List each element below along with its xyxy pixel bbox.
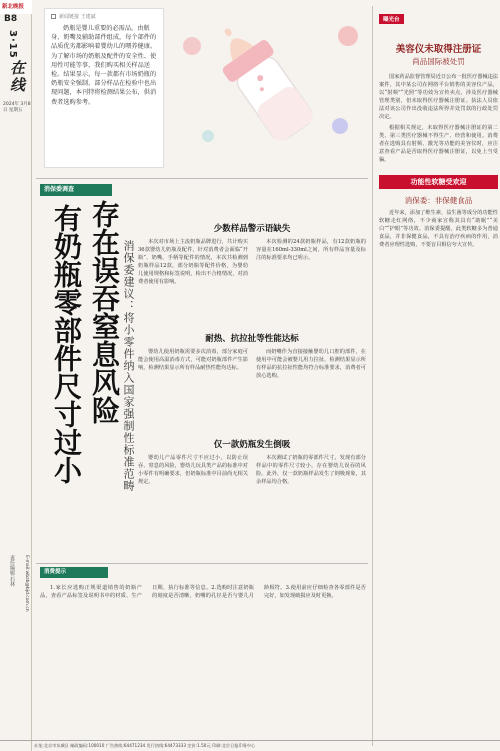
right-body-3: 近年来，添加了维生素、益生菌等成分的功能性软糖走红网络，不少商家宣称其具有“助眠”“美白”“护眼”等功效。消保委提醒，此类软糖多为普通食品，并非保健食品，不具有治疗疾病的作用，消费者应理性选购，不要盲目相信夸大宣传。	[379, 209, 498, 248]
intro-text: 奶瓶是婴儿重要的必需品，由瓶身、奶嘴及辅助部件组成，每个部件的品质优劣都影响着婴幼儿的喂养健康。为了解市场的奶瓶及配件的安全性、使用性可能等事，我们购买相关样品送检。结果显示，每一款都有市场奶瓶的奶瓶安全强制、部分样品在检验中也出现问题，本刊特将检测结果公布，供消费者选购参考。	[51, 25, 157, 106]
tips-text: 1.家长应选购正规渠道销售的奶瓶产品，查看产品标签及说明书中的材质、生产日期、执行标准等信息。2.选购时注意奶瓶的刻度是否清晰，奶嘴的孔径是否与婴儿月龄相符。3.使用前应仔细检查各零部件是否完好，如发现破损应及时更换。	[40, 585, 366, 600]
section-2	[138, 332, 366, 344]
divider	[36, 563, 368, 564]
headline-line1: 存在误吞窒息风险	[88, 200, 121, 424]
date-tab: 3·15	[7, 30, 18, 59]
decor-ball-icon	[332, 118, 348, 134]
right-subtitle: 尚品国际被处罚	[412, 57, 465, 66]
decor-ball-icon	[183, 37, 201, 55]
decor-ball-icon	[202, 130, 214, 142]
intro-header	[51, 13, 157, 20]
section-2-para-2: 而奶嘴作为直接接触婴幼儿口腔的部件，在使用中可能会被婴儿用力拉扯，检测结果显示所有样品的抗拉扯性能均符合标准要求，消费者可放心选购。	[256, 349, 366, 380]
section-3-para-2: 本次测试了奶瓶的零部件尺寸，发现有部分样品中的零件尺寸较小，存在婴幼儿误吞的风险。此外，仅一款奶瓶样品发生了倒吸现象，其余样品均合格。	[256, 455, 366, 486]
section-2-para-1: 婴幼儿使用奶瓶需要多次消毒，部分家庭可能会使用高温消毒方式，可能对奶瓶部件产生影响，检测结果显示所有样品耐热性能均达标。	[138, 349, 248, 372]
section-1-para-2: 本次检测的24款奶瓶样品，有12款奶瓶的容量在160ml-330ml之间，所有样品容量及标注的标准要求均已明示。	[256, 239, 366, 262]
section-3-para-1: 婴幼儿产品零件尺寸不应过小，以防止误吞、窒息的风险，婴幼儿玩具类产品的标准中对小零件有明确要求，但奶瓶标准中目前尚无相关规定。	[138, 455, 248, 486]
right-body-1: 国家药品监督管理局近日公布一批医疗器械违法案件，其中某公司在网络平台销售的美容仪产品，以“射频”“光照”等功效为宣传卖点，涉及医疗器械管理类别，但未取得医疗器械注册证。执法人员依法对该公司作出没收违法所得并处罚款的行政处罚决定。	[379, 74, 498, 120]
headline-subtitle: 消保委建议：将小零件纳入国家强制性标准范畴	[122, 240, 135, 492]
newspaper-logo: 新北晚报	[0, 0, 32, 14]
right-body-2: 根据相关规定，未取得医疗器械注册证的第二类、第三类医疗器械不得生产、经营和使用。消费者在选购具有射频、激光等功能的美容仪时，应注意查看产品是否取得医疗器械注册证，以免上当受骗。	[379, 125, 498, 164]
section-1	[138, 222, 366, 234]
section-3-title: 仅一款奶瓶发生倒吸	[213, 440, 291, 450]
headline-line2: 有奶瓶零部件尺寸过小	[50, 204, 83, 484]
issue-date: 2024年 3月8日 星期五	[3, 102, 31, 113]
section-tag: 消保委调查	[40, 184, 112, 196]
divider	[36, 178, 368, 179]
section-name: 在线	[8, 60, 26, 94]
section-1-para-1: 本次对市场上主流奶瓶品牌进行，共计购买36款婴幼儿奶瓶及配件，针对消费者会面临“开瓶”、奶嘴、手柄等配件的情况，本次共检测到奶瓶样品12款，部分奶瓶等配件价格，为婴幼儿使用规格和标签说明，检出不合格情况，对消费者使用有影响。	[138, 239, 248, 286]
footer: 社址:北京市东城区 邮政编码:100010 广告热线:64471234 发行热线:64473333 定价:1.50元 印刷:北京日报印务中心	[0, 740, 500, 751]
section-1-title: 少数样品警示语缺失	[213, 224, 291, 234]
link-icon	[51, 14, 56, 19]
baby-bottle-illustration	[168, 6, 368, 176]
decor-ball-icon	[338, 26, 358, 46]
right-subtitle-2: 消保委：非保健食品	[404, 195, 473, 205]
tips-tag: 消费提示	[40, 567, 108, 578]
section-2-title: 耐热、抗拉扯等性能达标	[205, 334, 299, 344]
intro-box	[44, 8, 164, 168]
editor-email: E-mail:wbzb@bjd.com.cn	[24, 555, 29, 612]
exposure-tag: 曝光台	[379, 14, 404, 24]
bottle-icon	[204, 14, 320, 147]
intro-header-text: 新闻链接 王建斌	[59, 14, 96, 20]
masthead-column	[0, 0, 32, 751]
page-number: B8	[4, 14, 18, 24]
right-title: 美容仪未取得注册证	[395, 44, 482, 55]
section-3	[138, 438, 366, 450]
right-column	[372, 6, 498, 746]
right-heading-2: 功能性软糖受欢迎	[379, 175, 498, 189]
editor-credit: 责任编辑:石林	[9, 555, 15, 587]
